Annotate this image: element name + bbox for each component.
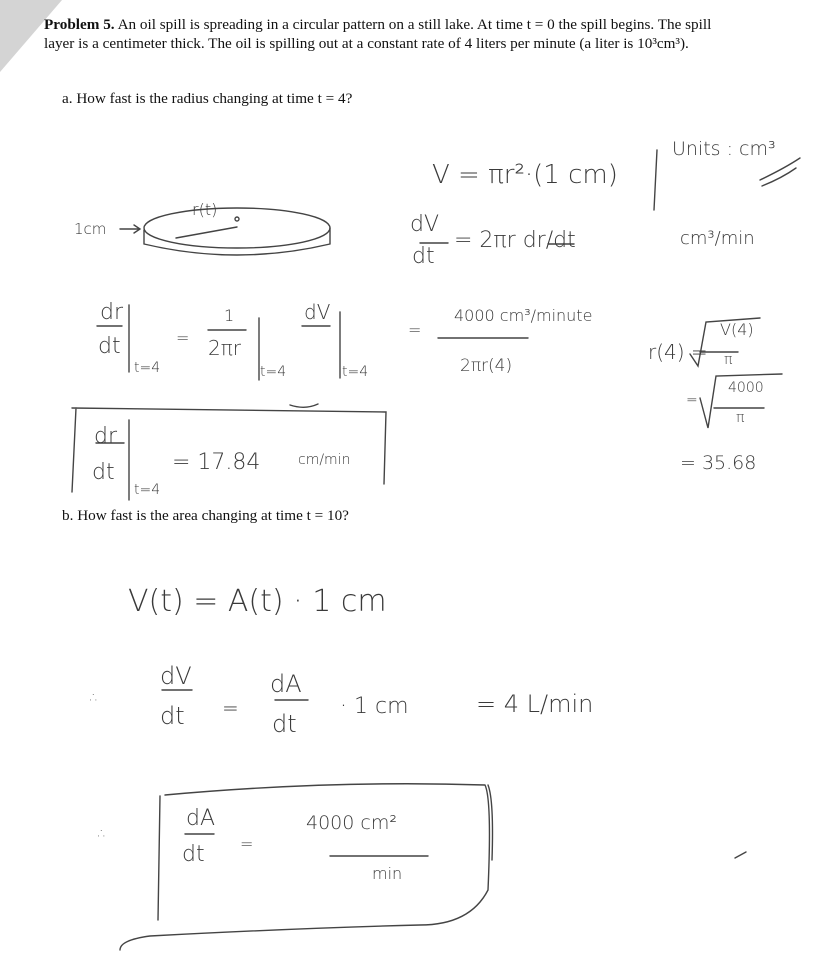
dt-part-b-2: dt bbox=[272, 710, 297, 738]
answer-a-t4: t=4 bbox=[134, 482, 161, 498]
sqrt-4000: 4000 bbox=[728, 380, 764, 396]
times-1cm: · 1 cm bbox=[340, 694, 409, 719]
V4-label: V(4) bbox=[720, 320, 754, 339]
problem-heading: Problem 5. bbox=[44, 16, 115, 33]
pi-under-4000: π bbox=[736, 410, 745, 426]
equals-4: = bbox=[222, 696, 239, 720]
denominator-2pir4: 2πr(4) bbox=[460, 356, 513, 376]
answer-a-value: = 17.84 bbox=[172, 450, 261, 475]
dt-part-b-1: dt bbox=[160, 702, 185, 730]
eval-t4-3: t=4 bbox=[342, 364, 369, 380]
two-pi-r: 2πr bbox=[208, 336, 241, 360]
answer-b-numerator: 4000 cm² bbox=[306, 812, 397, 834]
dA-part-b: dA bbox=[270, 670, 302, 698]
thickness-label: 1cm bbox=[74, 220, 107, 238]
answer-b-denominator: min bbox=[372, 864, 403, 883]
equals-4-liters: = 4 L/min bbox=[476, 690, 594, 718]
eval-t4-2: t=4 bbox=[260, 364, 287, 380]
r4-label: r(4) = bbox=[648, 340, 708, 364]
answer-b-dt: dt bbox=[182, 842, 205, 867]
equals-3: = bbox=[686, 392, 698, 408]
part-a-question: a. How fast is the radius changing at time t = 4? bbox=[62, 90, 353, 107]
equals-5: = bbox=[240, 834, 254, 853]
radius-label: r(t) bbox=[192, 200, 218, 219]
one-numerator: 1 bbox=[224, 306, 235, 325]
equals-1: = bbox=[176, 328, 190, 347]
r4-value: = 35.68 bbox=[680, 452, 757, 474]
answer-a-dr: dr bbox=[94, 424, 118, 449]
therefore-1: ∴ bbox=[90, 690, 99, 706]
dr-symbol: dr bbox=[100, 300, 124, 325]
units-note: Units : cm³ bbox=[672, 138, 776, 160]
answer-a-dt: dt bbox=[92, 460, 115, 485]
dt-symbol: dt bbox=[98, 334, 121, 359]
dV-numerator: dV bbox=[410, 212, 440, 237]
units-rate: cm³/min bbox=[680, 228, 755, 249]
answer-b-dA: dA bbox=[186, 806, 216, 831]
dV-symbol: dV bbox=[304, 300, 331, 324]
volume-formula: V = πr²·(1 cm) bbox=[432, 160, 618, 190]
pi-under-V4: π bbox=[724, 352, 733, 368]
therefore-2: ∴ bbox=[98, 826, 107, 842]
dt-denominator: dt bbox=[412, 244, 435, 269]
answer-a-units: cm/min bbox=[298, 452, 351, 468]
dV-part-b: dV bbox=[160, 662, 192, 690]
volume-area-relation: V(t) = A(t) · 1 cm bbox=[128, 584, 387, 619]
part-b-question: b. How fast is the area changing at time t = 10? bbox=[62, 507, 349, 524]
eval-t4-1: t=4 bbox=[134, 360, 161, 376]
equals-2: = bbox=[408, 320, 422, 339]
chain-rule-rhs: = 2πr dr/dt bbox=[454, 228, 576, 253]
problem-text: An oil spill is spreading in a circular pattern on a still lake. At time t = 0 the spill begins. The spill layer is a centimeter thick. The oil is spilling out at a constant rate of 4 liters per minute (a liter is 10³cm³). bbox=[44, 16, 712, 52]
rate-4000: 4000 cm³/minute bbox=[454, 306, 593, 325]
